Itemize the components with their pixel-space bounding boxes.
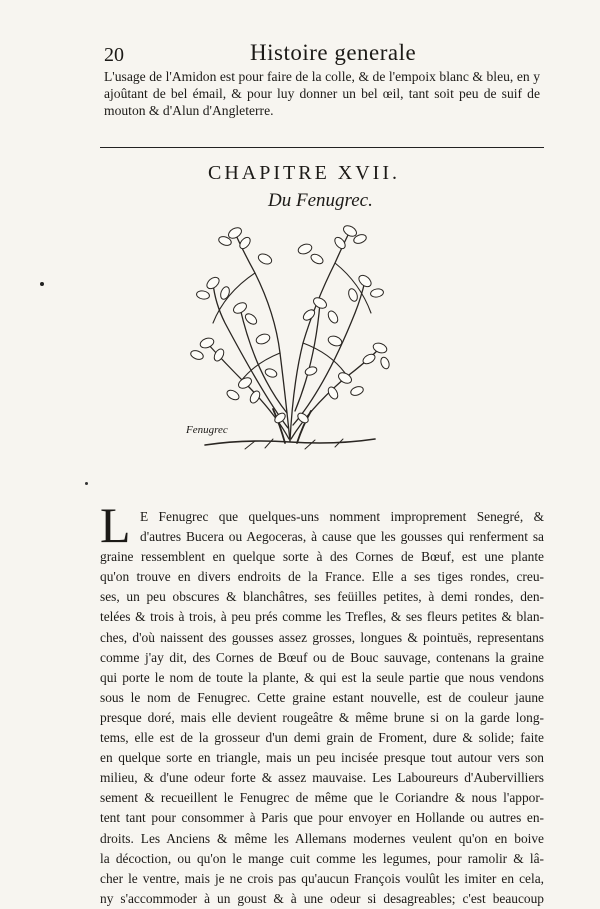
body-line: milieu, & d'une odeur forte & assez mauvaise. Les Laboureurs d'Aubervilliers <box>100 770 544 786</box>
speck <box>40 282 44 286</box>
body-line: comme j'ay dit, des Cornes de Bœuf ou de Bouc sauvage, contenans la graine <box>100 649 544 665</box>
speck <box>85 482 88 485</box>
body-line: qu'on trouve en divers endroits de la France. Elle a ses tiges rondes, creu- <box>100 569 544 585</box>
body-line: graine ressemblent en quelque sorte à des Cornes de Bœuf, est une plante <box>100 549 544 565</box>
body-line: telées & trois à trois, à peu prés comme les Trefles, & ses fleurs petites & blan- <box>100 609 544 625</box>
body-line: ches, d'où naissent des gousses assez grosses, longues & pointuës, representans <box>100 629 544 645</box>
body-line: la décoction, ou qu'on le mange cuit comme les legumes, pour ramolir & lâ- <box>100 850 544 866</box>
section-title: Du Fenugrec. <box>268 190 373 211</box>
running-title: Histoire generale <box>250 40 417 65</box>
chapter-title: CHAPITRE XVII. <box>208 162 400 184</box>
fenugreek-plant-engraving <box>185 213 395 458</box>
body-line: presque doré, mais elle devient rougeâtre & même brune si on la garde long- <box>100 709 544 725</box>
body-line: qui porte le nom de toute la plante, & qui est la seule partie que nous vendons <box>100 669 544 685</box>
fenugreek-illustration <box>185 213 395 458</box>
drop-cap: L <box>100 497 131 553</box>
body-line: ses, un peu obscures & blanchâtres, ses feüilles petites, à demi rondes, den- <box>100 589 544 605</box>
body-line: tent tant pour consommer à Paris que pour envoyer en Hollande ou autres en- <box>100 810 544 826</box>
body-line: sous le nom de Fenugrec. Cette graine estant nouvelle, est de couleur jaune <box>100 689 544 705</box>
body-line: d'autres Bucera ou Aegoceras, à cause que les gousses qui renferment sa <box>140 529 544 545</box>
body-line: droits. Les Anciens & même les Allemans modernes veulent qu'on en boive <box>100 830 544 846</box>
body-line: en quelque sorte en triangle, mais un peu incisée presque tout autour vers son <box>100 750 544 766</box>
top-paragraph-text: L'usage de l'Amidon est pour faire de la colle, & de l'empoix blanc & bleu, en y ajoûtant de bel émail, & pour luy donner un bel œil, tant soit peu de suif de mouton & d'Alun d'Angleterre. <box>104 69 540 118</box>
body-line: cher le ventre, mais je ne crois pas qu'aucun François voulût les imiter en cela, <box>100 870 544 886</box>
top-paragraph <box>104 68 540 119</box>
body-line: E Fenugrec que quelques-uns nomment improprement Senegré, & <box>140 509 544 524</box>
horizontal-rule <box>100 147 544 148</box>
page-number: 20 <box>104 44 124 66</box>
body-line: tems, elle est de la grosseur d'un demi grain de Froment, dure & solide; faite <box>100 730 544 746</box>
chapter-body <box>100 507 544 909</box>
body-line: ny s'accommoder à un goust & à une odeur si desagreables; c'est beaucoup <box>100 890 544 906</box>
body-line: sement & recueillent le Fenugrec de même que le Coriandre & nous l'appor- <box>100 790 544 806</box>
illustration-caption: Fenugrec <box>186 424 228 436</box>
